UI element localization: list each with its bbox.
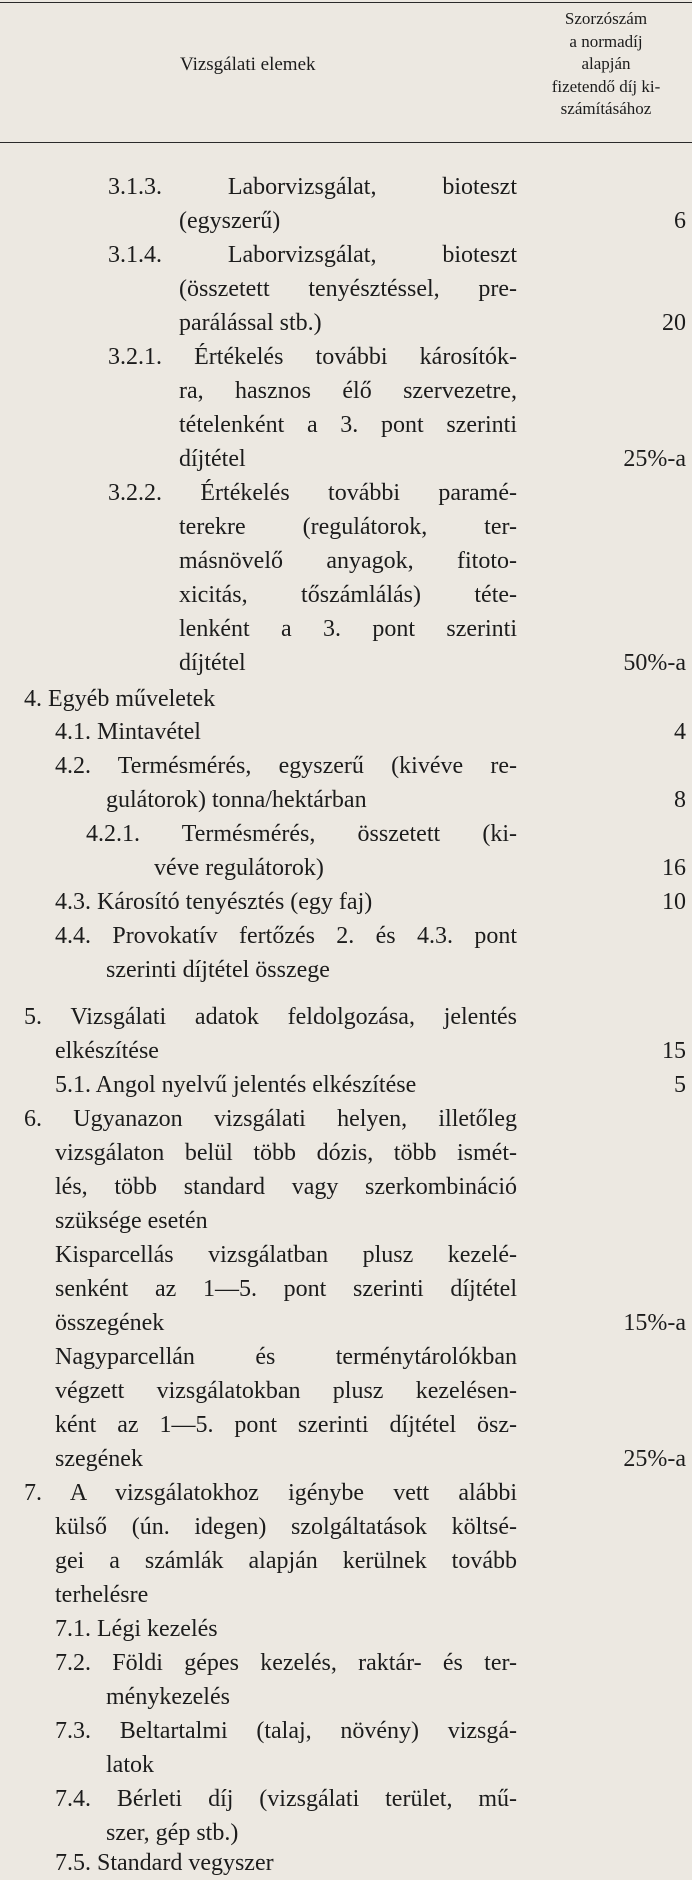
- row-text-line: tételenként a 3. pont szerinti: [179, 412, 517, 438]
- row-text-line: 4.1. Mintavétel: [55, 719, 201, 745]
- row-text-line: Kisparcellás vizsgálatban plusz kezelé-: [55, 1242, 517, 1268]
- row-text-line: (egyszerű): [179, 208, 281, 234]
- row-text-line: szerinti díjtétel összege: [106, 957, 330, 983]
- row-multiplier-value: 10: [662, 889, 686, 915]
- row-text-line: 7.2. Földi gépes kezelés, raktár- és ter-: [55, 1650, 517, 1676]
- row-multiplier-value: 15: [662, 1038, 686, 1064]
- row-multiplier-value: 50%-a: [623, 650, 686, 676]
- row-text-line: összegének: [55, 1310, 165, 1336]
- row-text-line: díjtétel: [179, 446, 246, 472]
- row-text-line: 7.5. Standard vegyszer: [55, 1850, 274, 1876]
- row-text-line: lés, több standard vagy szerkombináció: [55, 1174, 517, 1200]
- row-text-line: terekre (regulátorok, ter-: [179, 514, 517, 540]
- row-text-line: 3.1.3. Laborvizsgálat, bioteszt: [108, 174, 517, 200]
- row-multiplier-value: 8: [674, 787, 686, 813]
- column-header-multiplier: [520, 8, 692, 121]
- row-multiplier-value: 15%-a: [623, 1310, 686, 1336]
- row-text-line: senként az 1—5. pont szerinti díjtétel: [55, 1276, 517, 1302]
- row-text-line: 3.1.4. Laborvizsgálat, bioteszt: [108, 242, 517, 268]
- row-text-line: gulátorok) tonna/hektárban: [106, 787, 367, 813]
- row-text-line: véve regulátorok): [154, 855, 324, 881]
- row-multiplier-value: 25%-a: [623, 446, 686, 472]
- row-text-line: ra, hasznos élő szervezetre,: [179, 378, 517, 404]
- row-text-line: 5. Vizsgálati adatok feldolgozása, jelentés: [24, 1004, 517, 1030]
- row-text-line: (összetett tenyésztéssel, pre-: [179, 276, 517, 302]
- row-text-line: szüksége esetén: [55, 1208, 208, 1234]
- column-header-items: Vizsgálati elemek: [180, 54, 316, 75]
- row-text-line: xicitás, tőszámlálás) téte-: [179, 582, 517, 608]
- row-text-line: 5.1. Angol nyelvű jelentés elkészítése: [55, 1072, 417, 1098]
- row-text-line: 4.2. Termésmérés, egyszerű (kivéve re-: [55, 753, 517, 779]
- header-line: alapján: [581, 54, 631, 73]
- row-text-line: 4.4. Provokatív fertőzés 2. és 4.3. pont: [55, 923, 517, 949]
- row-text-line: terhelésre: [55, 1582, 149, 1608]
- row-text-line: 3.2.1. Értékelés további károsítók-: [108, 344, 517, 370]
- row-text-line: 6. Ugyanazon vizsgálati helyen, illetőleg: [24, 1106, 517, 1132]
- header-line: a normadíj: [569, 31, 643, 51]
- row-multiplier-value: 16: [662, 855, 686, 881]
- top-rule: [0, 2, 692, 3]
- row-text-line: 4.3. Károsító tenyésztés (egy faj): [55, 889, 373, 915]
- row-text-line: 4. Egyéb műveletek: [24, 686, 216, 712]
- row-text-line: Nagyparcellán és terménytárolókban: [55, 1344, 517, 1370]
- row-text-line: szegének: [55, 1446, 143, 1472]
- row-multiplier-value: 25%-a: [623, 1446, 686, 1472]
- row-text-line: parálással stb.): [179, 310, 322, 336]
- row-text-line: lenként a 3. pont szerinti: [179, 616, 517, 642]
- row-text-line: gei a számlák alapján kerülnek tovább: [55, 1548, 517, 1574]
- row-text-line: 4.2.1. Termésmérés, összetett (ki-: [86, 821, 517, 847]
- row-multiplier-value: 4: [674, 719, 686, 745]
- header-line: fizetendő díj ki-: [551, 76, 661, 96]
- header-line: Szorzószám: [564, 9, 648, 28]
- row-text-line: ménykezelés: [106, 1684, 230, 1710]
- row-multiplier-value: 5: [674, 1072, 686, 1098]
- header-rule: [0, 142, 692, 143]
- row-text-line: díjtétel: [179, 650, 246, 676]
- row-text-line: 3.2.2. Értékelés további paramé-: [108, 480, 517, 506]
- row-text-line: külső (ún. idegen) szolgáltatások költsé-: [55, 1514, 517, 1540]
- header-line: számításához: [560, 99, 652, 118]
- row-text-line: 7.1. Légi kezelés: [55, 1616, 218, 1642]
- row-multiplier-value: 6: [674, 208, 686, 234]
- row-text-line: végzett vizsgálatokban plusz kezelésen-: [55, 1378, 517, 1404]
- row-text-line: szer, gép stb.): [106, 1820, 239, 1846]
- row-text-line: 7.4. Bérleti díj (vizsgálati terület, mű-: [55, 1786, 517, 1812]
- row-text-line: ként az 1—5. pont szerinti díjtétel ösz-: [55, 1412, 517, 1438]
- row-text-line: latok: [106, 1752, 154, 1778]
- row-text-line: másnövelő anyagok, fitoto-: [179, 548, 517, 574]
- row-text-line: 7.3. Beltartalmi (talaj, növény) vizsgá-: [55, 1718, 517, 1744]
- row-multiplier-value: 20: [662, 310, 686, 336]
- row-text-line: vizsgálaton belül több dózis, több ismét-: [55, 1140, 517, 1166]
- row-text-line: 7. A vizsgálatokhoz igénybe vett alábbi: [24, 1480, 517, 1506]
- row-text-line: elkészítése: [55, 1038, 159, 1064]
